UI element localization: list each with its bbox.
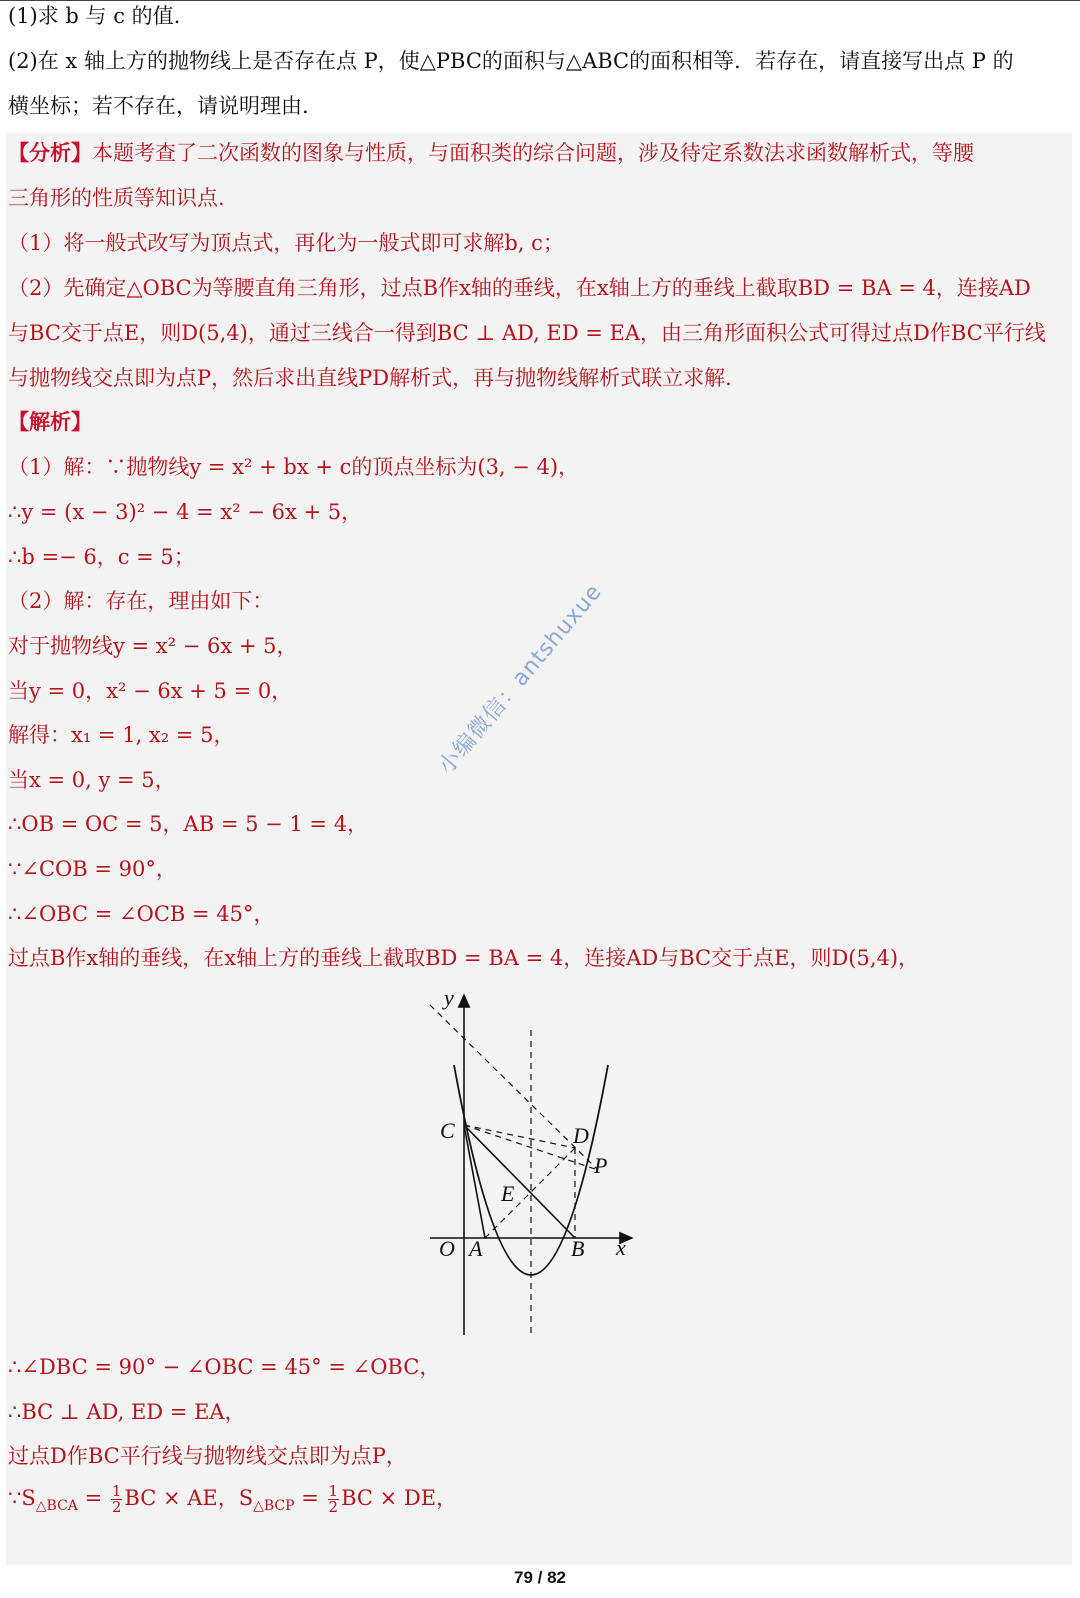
question-2-line1: (2)在 x 轴上方的抛物线上是否存在点 P，使△PBC的面积与△ABC的面积相等．若存在，请直接写出点 P 的 — [8, 49, 1014, 73]
watermark: 小编微信：antshuxue — [433, 579, 608, 780]
solution-line-11: ∴∠OBC = ∠OCB = 45°， — [8, 902, 275, 926]
solution-line-8: 当x = 0, y = 5， — [8, 768, 176, 792]
question-1: (1)求 b 与 c 的值. — [8, 4, 181, 28]
analysis-line-4: （2）先确定△OBC为等腰直角三角形，过点B作x轴的垂线，在x轴上方的垂线上截取BD = BA = 4，连接AD — [8, 276, 1031, 300]
label-a: A — [469, 1236, 483, 1261]
solution-line-10: ∵∠COB = 90°， — [8, 857, 177, 881]
solution-line-1: （1）解：∵抛物线y = x² + bx + c的顶点坐标为(3, − 4)， — [8, 455, 580, 479]
analysis-line-5: 与BC交于点E，则D(5,4)，通过三线合一得到BC ⊥ AD, ED = EA，由三角形面积公式可得过点D作BC平行线 — [8, 321, 1046, 345]
solution-line-9: ∴OB = OC = 5，AB = 5 − 1 = 4， — [8, 812, 369, 836]
solution-line-3: ∴b =− 6，c = 5； — [8, 545, 195, 569]
solution-line-6: 当y = 0，x² − 6x + 5 = 0， — [8, 679, 293, 703]
analysis-line-1: 【分析】本题考查了二次函数的图象与性质，与面积类的综合问题，涉及待定系数法求函数解析式，等腰 — [8, 140, 974, 165]
solution-tag: 【解析】 — [8, 409, 92, 434]
solution-line-13: ∴∠DBC = 90° − ∠OBC = 45° = ∠OBC， — [8, 1355, 441, 1379]
solution-line-15: 过点D作BC平行线与抛物线交点即为点P， — [8, 1444, 407, 1468]
solution-line-14: ∴BC ⊥ AD, ED = EA， — [8, 1400, 246, 1424]
fraction-half-2: $\frac{1}{2}$ — [328, 1482, 339, 1516]
solution-line-4: （2）解：存在，理由如下： — [8, 589, 274, 613]
analysis-line-6: 与抛物线交点即为点P，然后求出直线PD解析式，再与抛物线解析式联立求解. — [8, 366, 732, 390]
analysis-line-3: （1）将一般式改写为顶点式，再化为一般式即可求解b, c； — [8, 231, 564, 255]
label-d: D — [573, 1123, 589, 1148]
page-number: 79 / 82 — [514, 1568, 566, 1587]
solution-line-2: ∴y = (x − 3)² − 4 = x² − 6x + 5， — [8, 500, 363, 524]
label-e: E — [501, 1181, 515, 1206]
question-2-line2: 横坐标；若不存在，请说明理由. — [8, 94, 309, 118]
fraction-half-1: $\frac{1}{2}$ — [111, 1482, 122, 1516]
solution-line-12: 过点B作x轴的垂线，在x轴上方的垂线上截取BD = BA = 4，连接AD与BC交于点E，则D(5,4)， — [8, 946, 920, 970]
label-b: B — [571, 1236, 585, 1261]
analysis-tag: 【分析】 — [8, 140, 92, 165]
label-c: C — [440, 1118, 455, 1143]
segment-cd — [464, 1125, 575, 1148]
label-y: y — [444, 985, 454, 1010]
analysis-line-2: 三角形的性质等知识点. — [8, 186, 225, 210]
label-x: x — [616, 1235, 626, 1260]
label-p: P — [594, 1153, 608, 1178]
segment-ca — [464, 1125, 485, 1238]
solution-line-5: 对于抛物线y = x² − 6x + 5， — [8, 634, 298, 658]
solution-line-7: 解得：x₁ = 1, x₂ = 5， — [8, 723, 235, 747]
parabola-figure — [420, 985, 650, 1345]
label-o: O — [439, 1236, 455, 1261]
solution-line-16: $\because S_{\triangle BCA}$ = $\frac{1}{2}$ BC × AE，$S_{\triangle BCP}$ = $\frac{1}{2}$ BC × DE， — [8, 1482, 458, 1516]
segment-bc — [464, 1125, 575, 1238]
